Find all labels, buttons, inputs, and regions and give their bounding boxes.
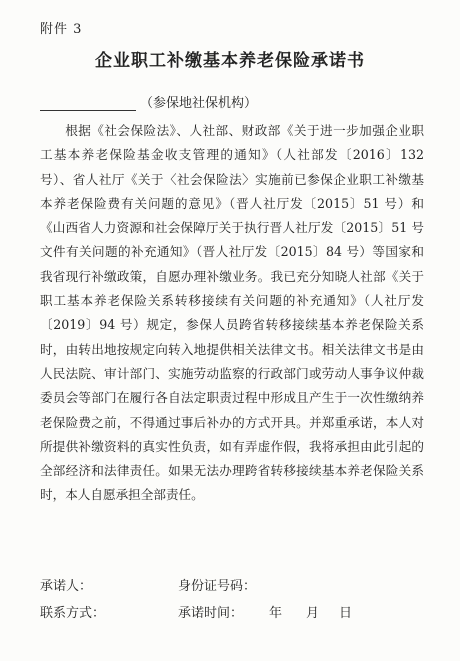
month-label: 月	[306, 606, 320, 621]
body-paragraph: 根据《社会保险法》、人社部、财政部《关于进一步加强企业职工基本养老保险基金收支管理的通知》（人社部发〔2016〕132 号）、省人社厅《关于〈社会保险法〉实施前已参保企业职工补缴基本养老保险费有关问题的意见》（晋人社厅发〔2015〕51 号）和《山西省人力资源和社会保障厅关于执行晋人社厅发〔2015〕51 号文件有关问题的补充通知》（晋人社厅发〔2015〕84 号）等国家和我省现行补缴政策，自愿办理补缴业务。我已充分知晓人社部《关于职工基本养老保险关系转移接续有关问题的补充通知》（人社厅发〔2019〕94 号）规定，参保人员跨省转移接续基本养老保险关系时，由转出地按规定向转入地提供相关法律文书。相关法律文书是由人民法院、审计部门、实施劳动监察的行政部门或劳动人事争议仲裁委员会等部门在履行各自法定职责过程中形成且产生于一次性缴纳养老保险费之前，不得通过事后补办的方式开具。并郑重承诺，本人对所提供补缴资料的真实性负责，如有弄虚作假，我将承担由此引起的全部经济和法律责任。如果无法办理跨省转移接续基本养老保险关系时，本人自愿承担全部责任。	[40, 123, 424, 503]
agency-suffix: （参保地社保机构）	[140, 96, 258, 111]
day-label: 日	[339, 606, 353, 621]
footer-row-promisor	[40, 575, 420, 594]
document-title: 企业职工补缴基本养老保险承诺书	[95, 51, 365, 71]
body-text	[40, 119, 424, 508]
agency-blank-line	[40, 96, 136, 111]
footer-row-contact	[40, 602, 420, 621]
id-number-label: 身份证号码：	[178, 579, 257, 594]
promise-time-label: 承诺时间：	[178, 606, 244, 621]
promise-date	[178, 602, 352, 621]
promisor-label: 承诺人：	[40, 579, 93, 594]
attachment-label: 附件 3	[40, 22, 83, 37]
contact-label: 联系方式：	[40, 606, 106, 621]
agency-line	[40, 92, 257, 111]
year-label: 年	[269, 606, 283, 621]
